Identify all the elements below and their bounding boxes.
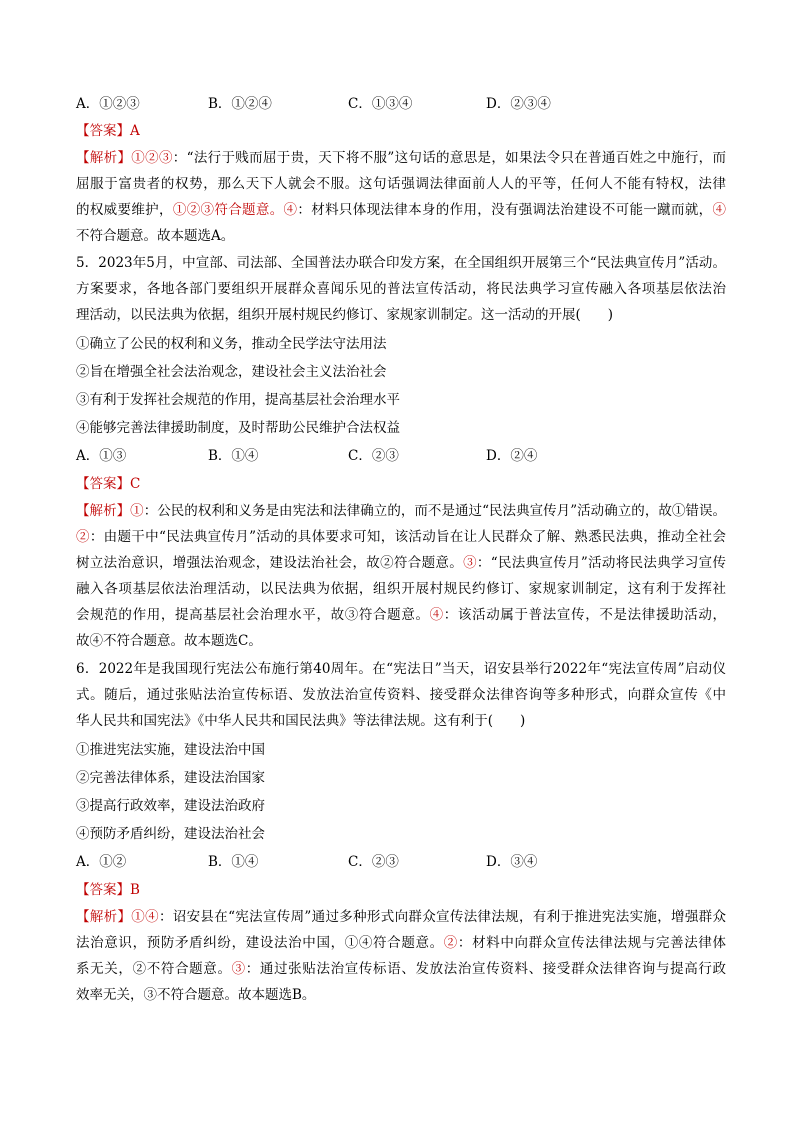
highlight-text: ③ — [463, 555, 477, 571]
q4-analysis-line-4 — [76, 226, 726, 246]
analysis-text: ：由题干中“民法典宣传月”活动的具体要求可知，该活动旨在让人民群众了解、熟悉民法典，推动全社会 — [89, 529, 726, 545]
q4-analysis-line-2 — [76, 174, 726, 194]
highlight-text: ② — [76, 529, 90, 545]
analysis-tag: 【解析】 — [76, 909, 132, 925]
q6-stem-line-1: 6．2022年是我国现行宪法公布施行第40周年。在“宪法日”当天，诏安县举行2022年“宪法宣传周”启动仪 — [76, 661, 726, 677]
q6-analysis-line-2 — [76, 933, 726, 953]
highlight-text: ①②③符合题意。④ — [172, 202, 298, 218]
analysis-text: ：材料中向群众宣传法律法规与完善法律体 — [457, 935, 727, 951]
highlight-text: ①②③ — [131, 150, 173, 166]
analysis-tag: 【解析】 — [76, 503, 131, 519]
q4-option-c: C．①③④ — [348, 96, 413, 112]
q4-option-d: D．②③④ — [486, 96, 551, 112]
highlight-text: ① — [130, 503, 144, 519]
q6-option-a: A．①② — [76, 854, 127, 870]
q6-option-c: C．②③ — [348, 854, 399, 870]
q5-stem-line-2: 方案要求，各地各部门要组织开展群众喜闻乐见的普法宣传活动，将民法典学习宣传融入各项基层依法治 — [76, 281, 726, 297]
analysis-tag: 【解析】 — [76, 150, 132, 166]
answer-value: C — [130, 476, 141, 492]
q5-analysis-line-4 — [76, 579, 726, 599]
q4-analysis-line-1 — [76, 148, 726, 168]
q5-statement-3: ③有利于发挥社会规范的作用，提高基层社会治理水平 — [76, 392, 400, 408]
analysis-text: ：材料只体现法律本身的作用，没有强调法治建设不可能一蹴而就， — [297, 202, 713, 218]
highlight-text: ④ — [712, 202, 727, 218]
q5-analysis-line-6 — [76, 631, 726, 651]
analysis-text: 屈服于富贵者的权势，那么天下人就会不服。这句话强调法律面前人人的平等，任何人不能有特权，法律 — [76, 176, 726, 192]
analysis-text: 不符合题意。故本题选A。 — [76, 228, 235, 244]
answer-tag: 【答案】 — [76, 882, 130, 898]
q5-option-b: B．①④ — [208, 448, 259, 464]
q6-statement-1: ①推进宪法实施，建设法治中国 — [76, 742, 265, 758]
q5-answer — [76, 474, 726, 494]
q6-option-d: D．③④ — [486, 854, 538, 870]
analysis-text: ：公民的权利和义务是由宪法和法律确立的，而不是通过“民法典宣传月”活动确立的，故①错误。 — [143, 503, 727, 519]
analysis-text: ：该活动属于普法宣传，不是法律援助活动， — [443, 607, 727, 623]
analysis-text: 融入各项基层依法治理活动，以民法典为依据，组织开展村规民约修订、家规家训制定，这有利于发挥社 — [76, 581, 726, 597]
analysis-text: ：“法行于贱而屈于贵，天下将不服”这句话的意思是，如果法令只在普通百姓之中施行，而 — [172, 150, 727, 166]
q6-statement-3: ③提高行政效率，建设法治政府 — [76, 798, 265, 814]
q6-stem-line-3: 华人民共和国宪法》《中华人民共和国民法典》等法律法规。这有利于( ) — [76, 713, 526, 729]
highlight-text: ② — [443, 935, 458, 951]
analysis-text: 的权威要维护， — [76, 202, 173, 218]
q6-stem-line-2: 式。随后，通过张贴法治宣传标语、发放法治宣传资料、接受群众法律咨询等多种形式，向群众宣传《中 — [76, 687, 726, 703]
q5-option-a: A．①③ — [76, 448, 127, 464]
q5-analysis-line-3 — [76, 553, 726, 573]
q5-option-c: C．②③ — [348, 448, 399, 464]
analysis-text: 故④不符合题意。故本题选C。 — [76, 633, 262, 649]
analysis-text: 会规范的作用，提高基层社会治理水平，故③符合题意。 — [76, 607, 430, 623]
q5-statement-4: ④能够完善法律援助制度，及时帮助公民维护合法权益 — [76, 420, 400, 436]
analysis-text: ：诏安县在“宪法宣传周”通过多种形式向群众宣传法律法规，有利于推进宪法实施，增强群众 — [158, 909, 727, 925]
answer-value: B — [130, 882, 140, 898]
q5-analysis-line-5 — [76, 605, 726, 625]
analysis-text: ：“民法典宣传月”活动将民法典学习宣传 — [476, 555, 727, 571]
analysis-text: 效率无关，③不符合题意。故本题选B。 — [76, 987, 316, 1003]
q6-analysis-line-1 — [76, 907, 726, 927]
highlight-text: ④ — [429, 607, 444, 623]
q5-stem-line-1: 5．2023年5月，中宣部、司法部、全国普法办联合印发方案，在全国组织开展第三个“民法典宣传月”活动。 — [76, 255, 726, 271]
analysis-text: ：通过张贴法治宣传标语、发放法治宣传资料、接受群众法律咨询与提高行政 — [245, 961, 727, 977]
analysis-text: 树立法治意识，增强法治观念，建设法治社会，故②符合题意。 — [76, 555, 464, 571]
q6-analysis-line-3 — [76, 959, 726, 979]
q5-analysis-line-1 — [76, 501, 726, 521]
q4-analysis-line-3 — [76, 200, 726, 220]
answer-tag: 【答案】 — [76, 123, 130, 139]
q4-option-b: B．①②④ — [208, 96, 272, 112]
q5-analysis-line-2 — [76, 527, 726, 547]
q5-stem-line-3: 理活动，以民法典为依据，组织开展村规民约修订、家规家训制定。这一活动的开展( ) — [76, 307, 614, 323]
highlight-text: ①④ — [131, 909, 159, 925]
q4-option-a: A．①②③ — [76, 96, 140, 112]
q5-option-d: D．②④ — [486, 448, 538, 464]
highlight-text: ③ — [231, 961, 246, 977]
q5-statement-1: ①确立了公民的权利和义务，推动全民学法守法用法 — [76, 336, 387, 352]
answer-value: A — [130, 123, 140, 139]
q6-option-b: B．①④ — [208, 854, 259, 870]
q4-answer — [76, 121, 726, 141]
q6-statement-2: ②完善法律体系，建设法治国家 — [76, 770, 265, 786]
q5-statement-2: ②旨在增强全社会法治观念，建设社会主义法治社会 — [76, 364, 387, 380]
q6-statement-4: ④预防矛盾纠纷，建设法治社会 — [76, 826, 265, 842]
q6-answer — [76, 880, 726, 900]
q6-analysis-line-4 — [76, 985, 726, 1005]
analysis-text: 法治意识，预防矛盾纠纷，建设法治中国，①④符合题意。 — [76, 935, 444, 951]
analysis-text: 系无关，②不符合题意。 — [76, 961, 232, 977]
answer-tag: 【答案】 — [76, 476, 130, 492]
